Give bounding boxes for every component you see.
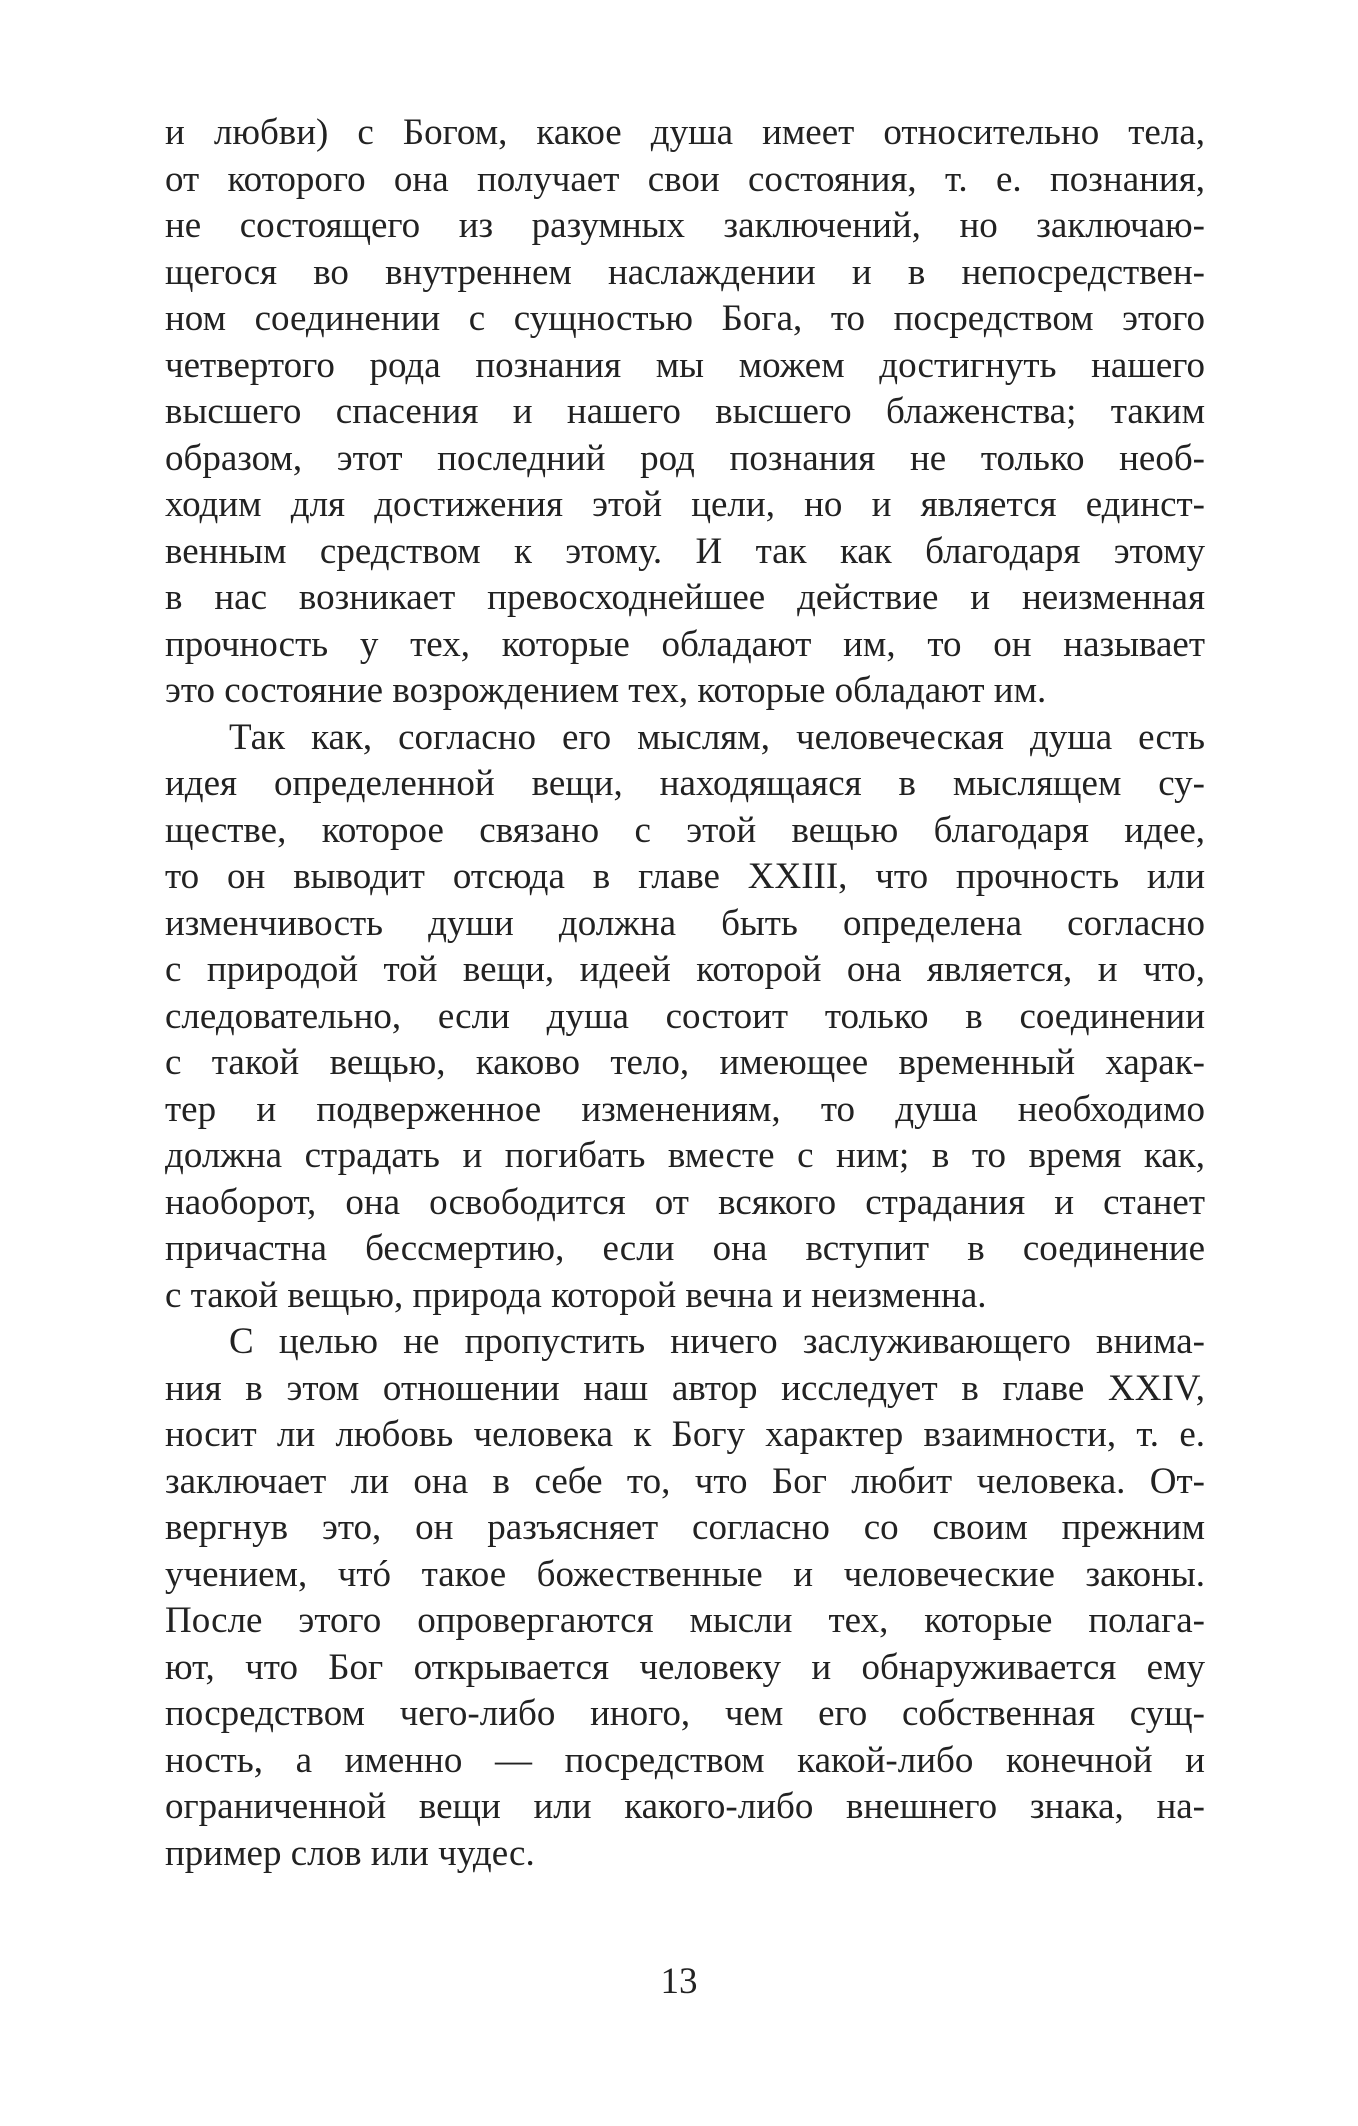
text-line: изменчивость души должна быть определена согласно — [165, 902, 1205, 944]
text-line: это состояние возрождением тех, которые обладают им. — [165, 670, 1047, 711]
text-line: С целью не пропустить ничего заслуживающего внима- — [229, 1321, 1205, 1362]
page-number: 13 — [660, 1961, 698, 2002]
text-line: ния в этом отношении наш автор исследует в главе XXIV, — [165, 1367, 1205, 1409]
text-line: в нас возникает превосходнейшее действие и неизменная — [165, 577, 1205, 618]
text-line: то он выводит отсюда в главе XXIII, что прочность или — [165, 856, 1205, 897]
text-line: учением, чтó такое божественные и человеческие законы. — [165, 1553, 1205, 1595]
text-line: ность, а именно — посредством какой-либо конечной и — [165, 1739, 1205, 1781]
text-line: от которого она получает свои состояния, т. е. познания, — [165, 158, 1205, 200]
text-line: высшего спасения и нашего высшего блаженства; таким — [165, 391, 1205, 432]
text-line: четвертого рода познания мы можем достигнуть нашего — [165, 344, 1205, 386]
text-line: посредством чего-либо иного, чем его собственная сущ- — [165, 1693, 1205, 1734]
text-line: с такой вещью, природа которой вечна и неизменна. — [165, 1274, 987, 1316]
text-line: щегося во внутреннем наслаждении и в непосредствен- — [165, 251, 1205, 293]
paragraph — [165, 110, 1205, 715]
text-line: носит ли любовь человека к Богу характер взаимности, т. е. — [165, 1414, 1205, 1455]
text-line: ограниченной вещи или какого-либо внешнего знака, на- — [165, 1786, 1205, 1827]
text-line: ют, что Бог открывается человеку и обнаруживается ему — [165, 1646, 1205, 1688]
text-line: прочность у тех, которые обладают им, то он называет — [165, 623, 1205, 665]
text-line: следовательно, если душа состоит только в соединении — [165, 995, 1205, 1037]
text-line: После этого опровергаются мысли тех, которые полага- — [165, 1600, 1205, 1641]
text-line: вергнув это, он разъясняет согласно со своим прежним — [165, 1507, 1205, 1548]
text-line: и любви) с Богом, какое душа имеет относительно тела, — [165, 112, 1205, 153]
text-line: с природой той вещи, идеей которой она является, и что, — [165, 949, 1205, 990]
paragraph — [165, 715, 1205, 1320]
text-line: идея определенной вещи, находящаяся в мыслящем су- — [165, 763, 1205, 804]
paragraph — [165, 1319, 1205, 1877]
text-line: должна страдать и погибать вместе с ним; в то время как, — [165, 1135, 1205, 1176]
text-line: венным средством к этому. И так как благодаря этому — [165, 530, 1205, 572]
text-line: ходим для достижения этой цели, но и является единст- — [165, 484, 1205, 525]
text-line: ществе, которое связано с этой вещью благодаря идее, — [165, 809, 1205, 851]
text-line: ном соединении с сущностью Бога, то посредством этого — [165, 298, 1205, 339]
text-line: не состоящего из разумных заключений, но заключаю- — [165, 205, 1205, 246]
text-line: причастна бессмертию, если она вступит в соединение — [165, 1228, 1205, 1269]
text-line: тер и подверженное изменениям, то душа необходимо — [165, 1088, 1205, 1130]
text-line: заключает ли она в себе то, что Бог любит человека. От- — [165, 1460, 1205, 1502]
text-line: наоборот, она освободится от всякого страдания и станет — [165, 1181, 1205, 1223]
text-line: Так как, согласно его мыслям, человеческая душа есть — [229, 716, 1205, 758]
text-line: образом, этот последний род познания не только необ- — [165, 437, 1205, 479]
page-body — [165, 110, 1205, 1877]
text-line: пример слов или чудес. — [165, 1832, 535, 1874]
text-line: с такой вещью, каково тело, имеющее временный харак- — [165, 1042, 1205, 1083]
